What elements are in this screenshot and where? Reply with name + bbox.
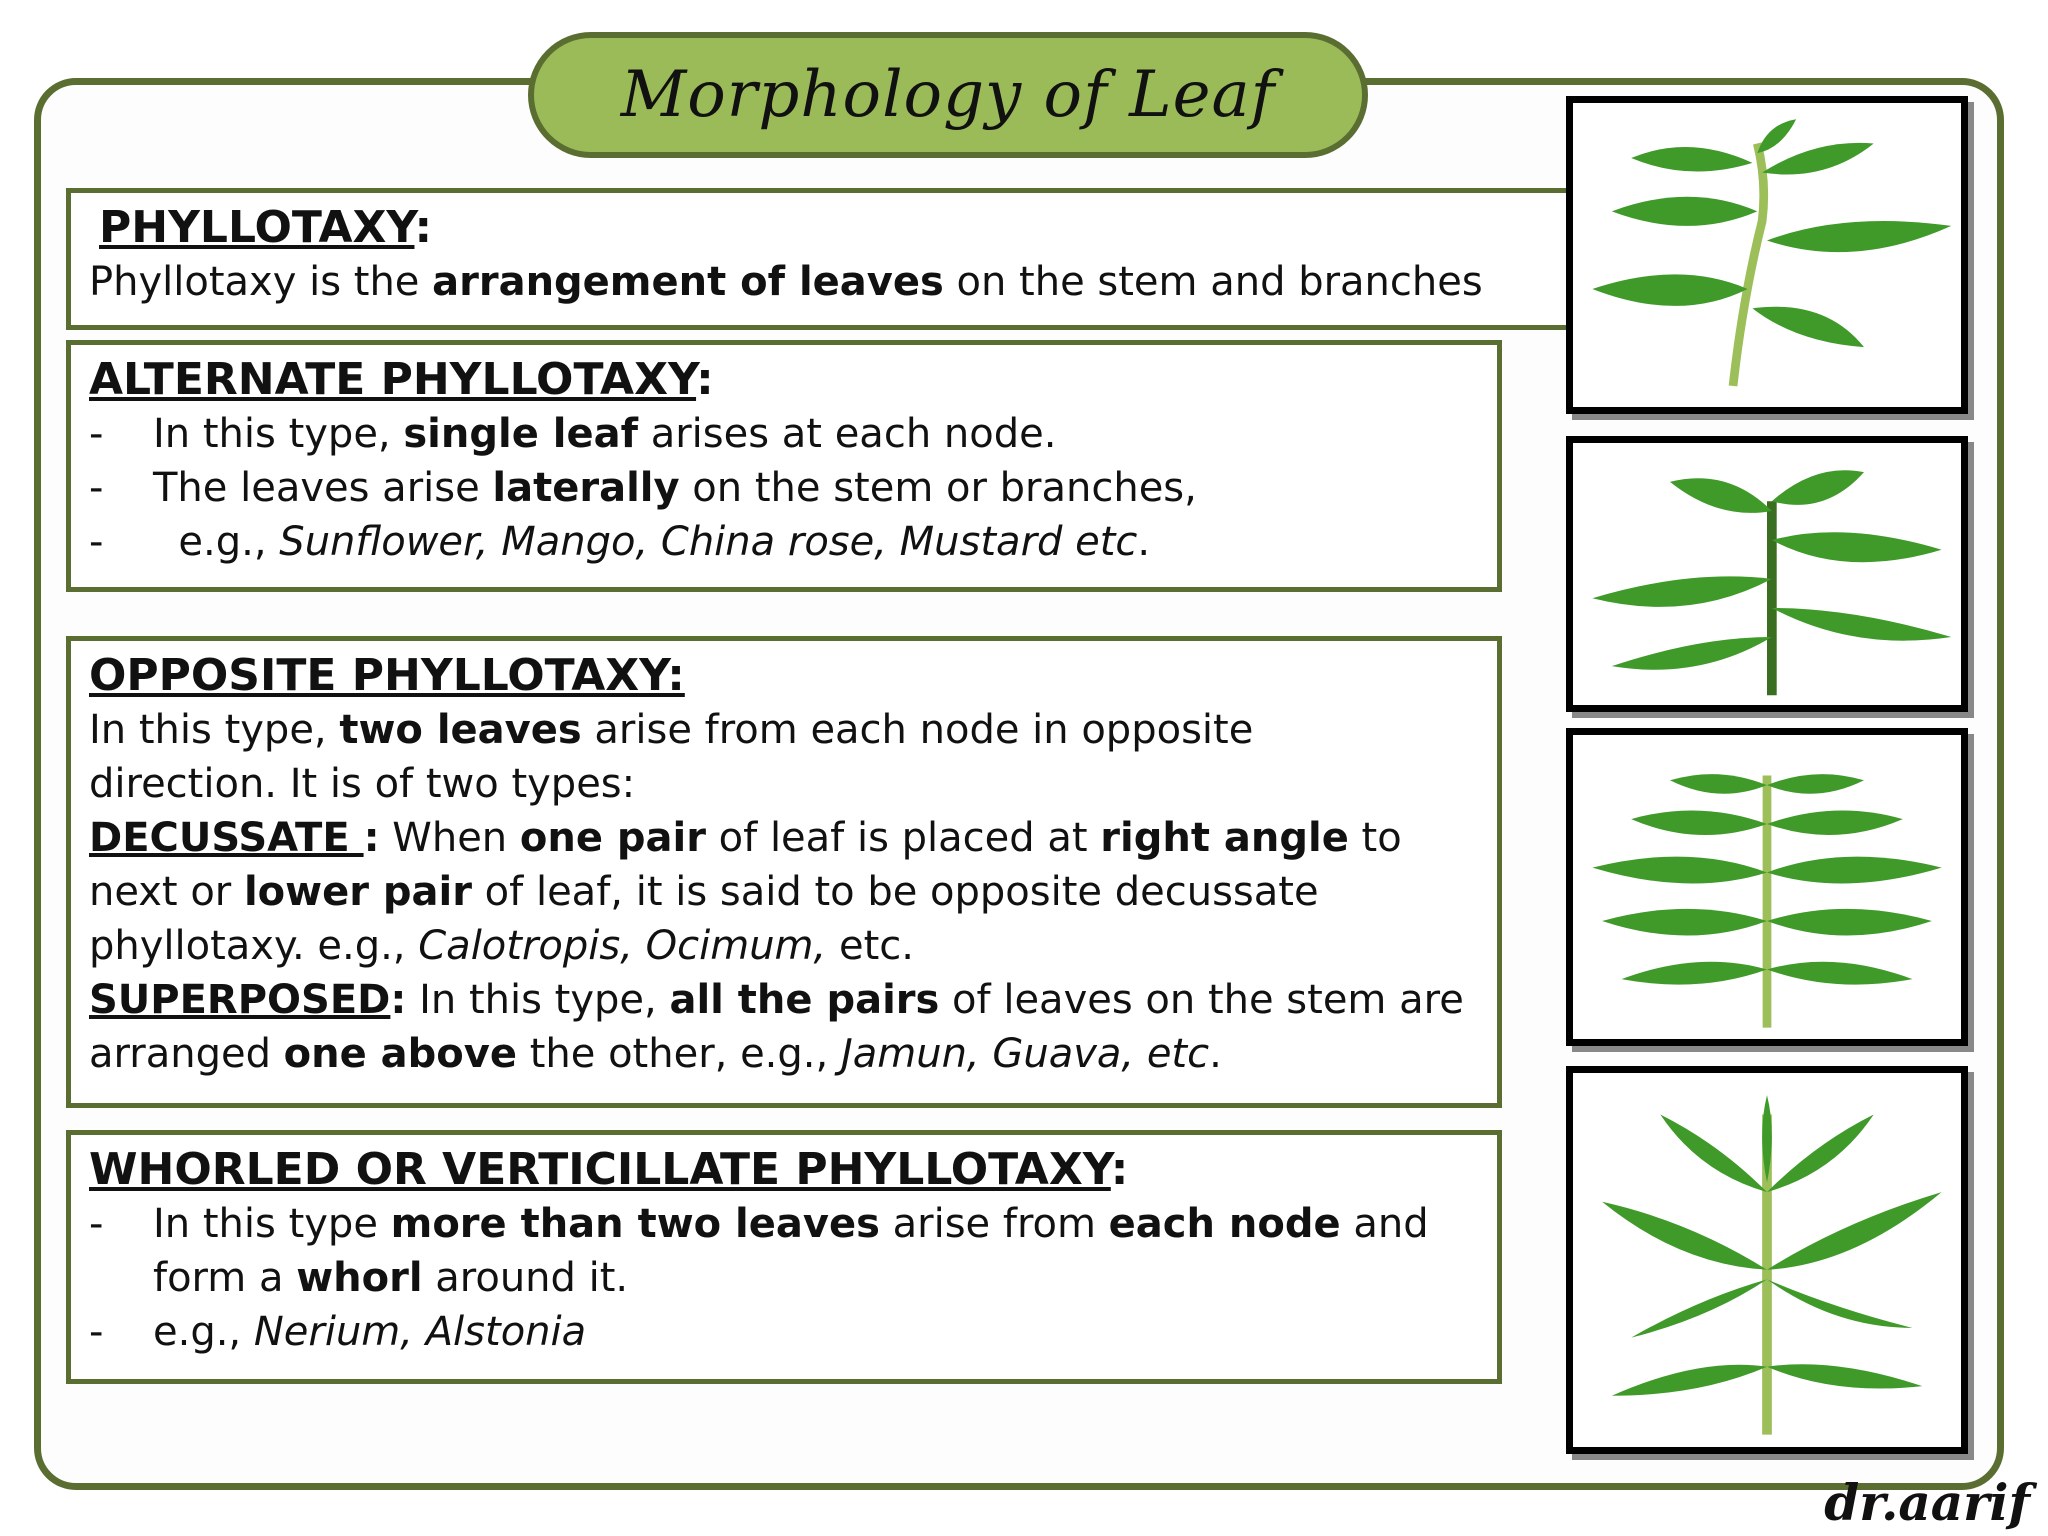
plant-image-alternate <box>1566 436 1968 712</box>
alt-3a: e.g., <box>165 519 280 565</box>
opp-1b: two leaves <box>339 707 582 753</box>
alternate-heading: ALTERNATE PHYLLOTAXY <box>89 354 697 405</box>
phyllotaxy-heading: PHYLLOTAXY <box>99 202 415 253</box>
alternate-box <box>66 340 1502 592</box>
alternate-item-2 <box>89 461 1479 515</box>
indent-spacer <box>89 1251 153 1305</box>
whorled-heading: WHORLED OR VERTICILLATE PHYLLOTAXY <box>89 1144 1111 1195</box>
alt-2c: on the stem or branches, <box>679 465 1197 511</box>
dash: - <box>89 1309 104 1355</box>
whorled-item-1 <box>89 1197 1479 1251</box>
decussate-colon: : <box>363 815 380 861</box>
dash: - <box>89 465 104 511</box>
def-text-c: on the stem and branches <box>943 259 1483 305</box>
alternate-item-3 <box>89 515 1479 569</box>
def-text-a: Phyllotaxy is the <box>89 259 433 305</box>
dash: - <box>89 411 104 457</box>
alt-3b: Sunflower, Mango, China rose, Mustard etc <box>279 519 1138 565</box>
alt-2a: The leaves arise <box>153 465 493 511</box>
wh-1c: arise from <box>879 1201 1109 1247</box>
phyllotaxy-box <box>66 188 1576 330</box>
superposed-colon: : <box>390 977 407 1023</box>
sup-2c: the other, e.g., <box>517 1031 841 1077</box>
whorled-leaves-illustration <box>1573 1073 1961 1447</box>
dec-2b: lower pair <box>243 869 472 915</box>
alt-1c: arises at each node. <box>638 411 1057 457</box>
sup-2a: arranged <box>89 1031 284 1077</box>
decussate-line-3 <box>89 919 1479 973</box>
phyllotaxy-colon: : <box>414 202 433 253</box>
opposite-line-2: direction. It is of two types: <box>89 761 636 807</box>
wh-1e: and <box>1340 1201 1429 1247</box>
sup-1b: all the pairs <box>669 977 940 1023</box>
alternate-colon: : <box>696 354 714 405</box>
opposite-heading: OPPOSITE PHYLLOTAXY: <box>89 650 685 701</box>
dec-1c: of leaf is placed at <box>705 815 1101 861</box>
decussate-label: DECUSSATE <box>89 815 364 861</box>
superposed-line-2 <box>89 1027 1479 1081</box>
wh-1d: each node <box>1108 1201 1341 1247</box>
dec-1b: one pair <box>519 815 706 861</box>
alt-3c: . <box>1137 519 1151 565</box>
wh-1a: In this type <box>153 1201 391 1247</box>
opposite-box <box>66 636 1502 1108</box>
alternate-plant-illustration <box>1573 103 1961 407</box>
slide-title: Morphology of Leaf <box>620 58 1276 132</box>
wh-2c: around it. <box>422 1255 629 1301</box>
author-signature: dr.aarif <box>1824 1473 2030 1532</box>
sup-2d: Jamun, Guava, etc <box>840 1031 1210 1077</box>
sup-1c: of leaves on the stem are <box>939 977 1464 1023</box>
dash: - <box>89 1201 104 1247</box>
alt-2b: laterally <box>492 465 680 511</box>
sup-2b: one above <box>283 1031 517 1077</box>
opposite-line-1 <box>89 703 1479 757</box>
alternate-item-1 <box>89 407 1479 461</box>
alt-1a: In this type, <box>153 411 404 457</box>
def-text-b: arrangement of leaves <box>432 259 944 305</box>
plant-image-opposite <box>1566 728 1968 1046</box>
dash: - <box>89 519 104 565</box>
dec-3c: etc. <box>826 923 914 969</box>
dec-3b: Calotropis, Ocimum, <box>418 923 827 969</box>
decussate-line-1 <box>89 811 1479 865</box>
alternate-leaves-illustration <box>1573 443 1961 705</box>
opp-1a: In this type, <box>89 707 340 753</box>
dec-2a: next or <box>89 869 244 915</box>
wh-1b: more than two leaves <box>390 1201 880 1247</box>
plant-image-phyllotaxy <box>1566 96 1968 414</box>
dec-3a: phyllotaxy. e.g., <box>89 923 419 969</box>
whorled-item-1-cont <box>89 1251 1479 1305</box>
whorled-colon: : <box>1110 1144 1129 1195</box>
dec-1e: to <box>1348 815 1402 861</box>
plant-image-whorled <box>1566 1066 1968 1454</box>
wh-3b: Nerium, Alstonia <box>253 1309 587 1355</box>
whorled-item-2 <box>89 1305 1479 1359</box>
dec-2c: of leaf, it is said to be opposite decussate <box>471 869 1319 915</box>
phyllotaxy-definition <box>89 255 1558 309</box>
wh-2a: form a <box>153 1255 297 1301</box>
superposed-line-1 <box>89 973 1479 1027</box>
sup-2e: . <box>1209 1031 1222 1077</box>
opposite-leaves-illustration <box>1573 735 1961 1039</box>
superposed-label: SUPERPOSED <box>89 977 391 1023</box>
alt-1b: single leaf <box>403 411 638 457</box>
decussate-line-2 <box>89 865 1479 919</box>
dec-1a: When <box>379 815 520 861</box>
wh-2b: whorl <box>296 1255 423 1301</box>
opp-1c: arise from each node in opposite <box>581 707 1254 753</box>
whorled-box <box>66 1130 1502 1384</box>
sup-1a: In this type, <box>406 977 670 1023</box>
wh-3a: e.g., <box>153 1309 254 1355</box>
dec-1d: right angle <box>1100 815 1349 861</box>
title-banner <box>528 32 1368 158</box>
